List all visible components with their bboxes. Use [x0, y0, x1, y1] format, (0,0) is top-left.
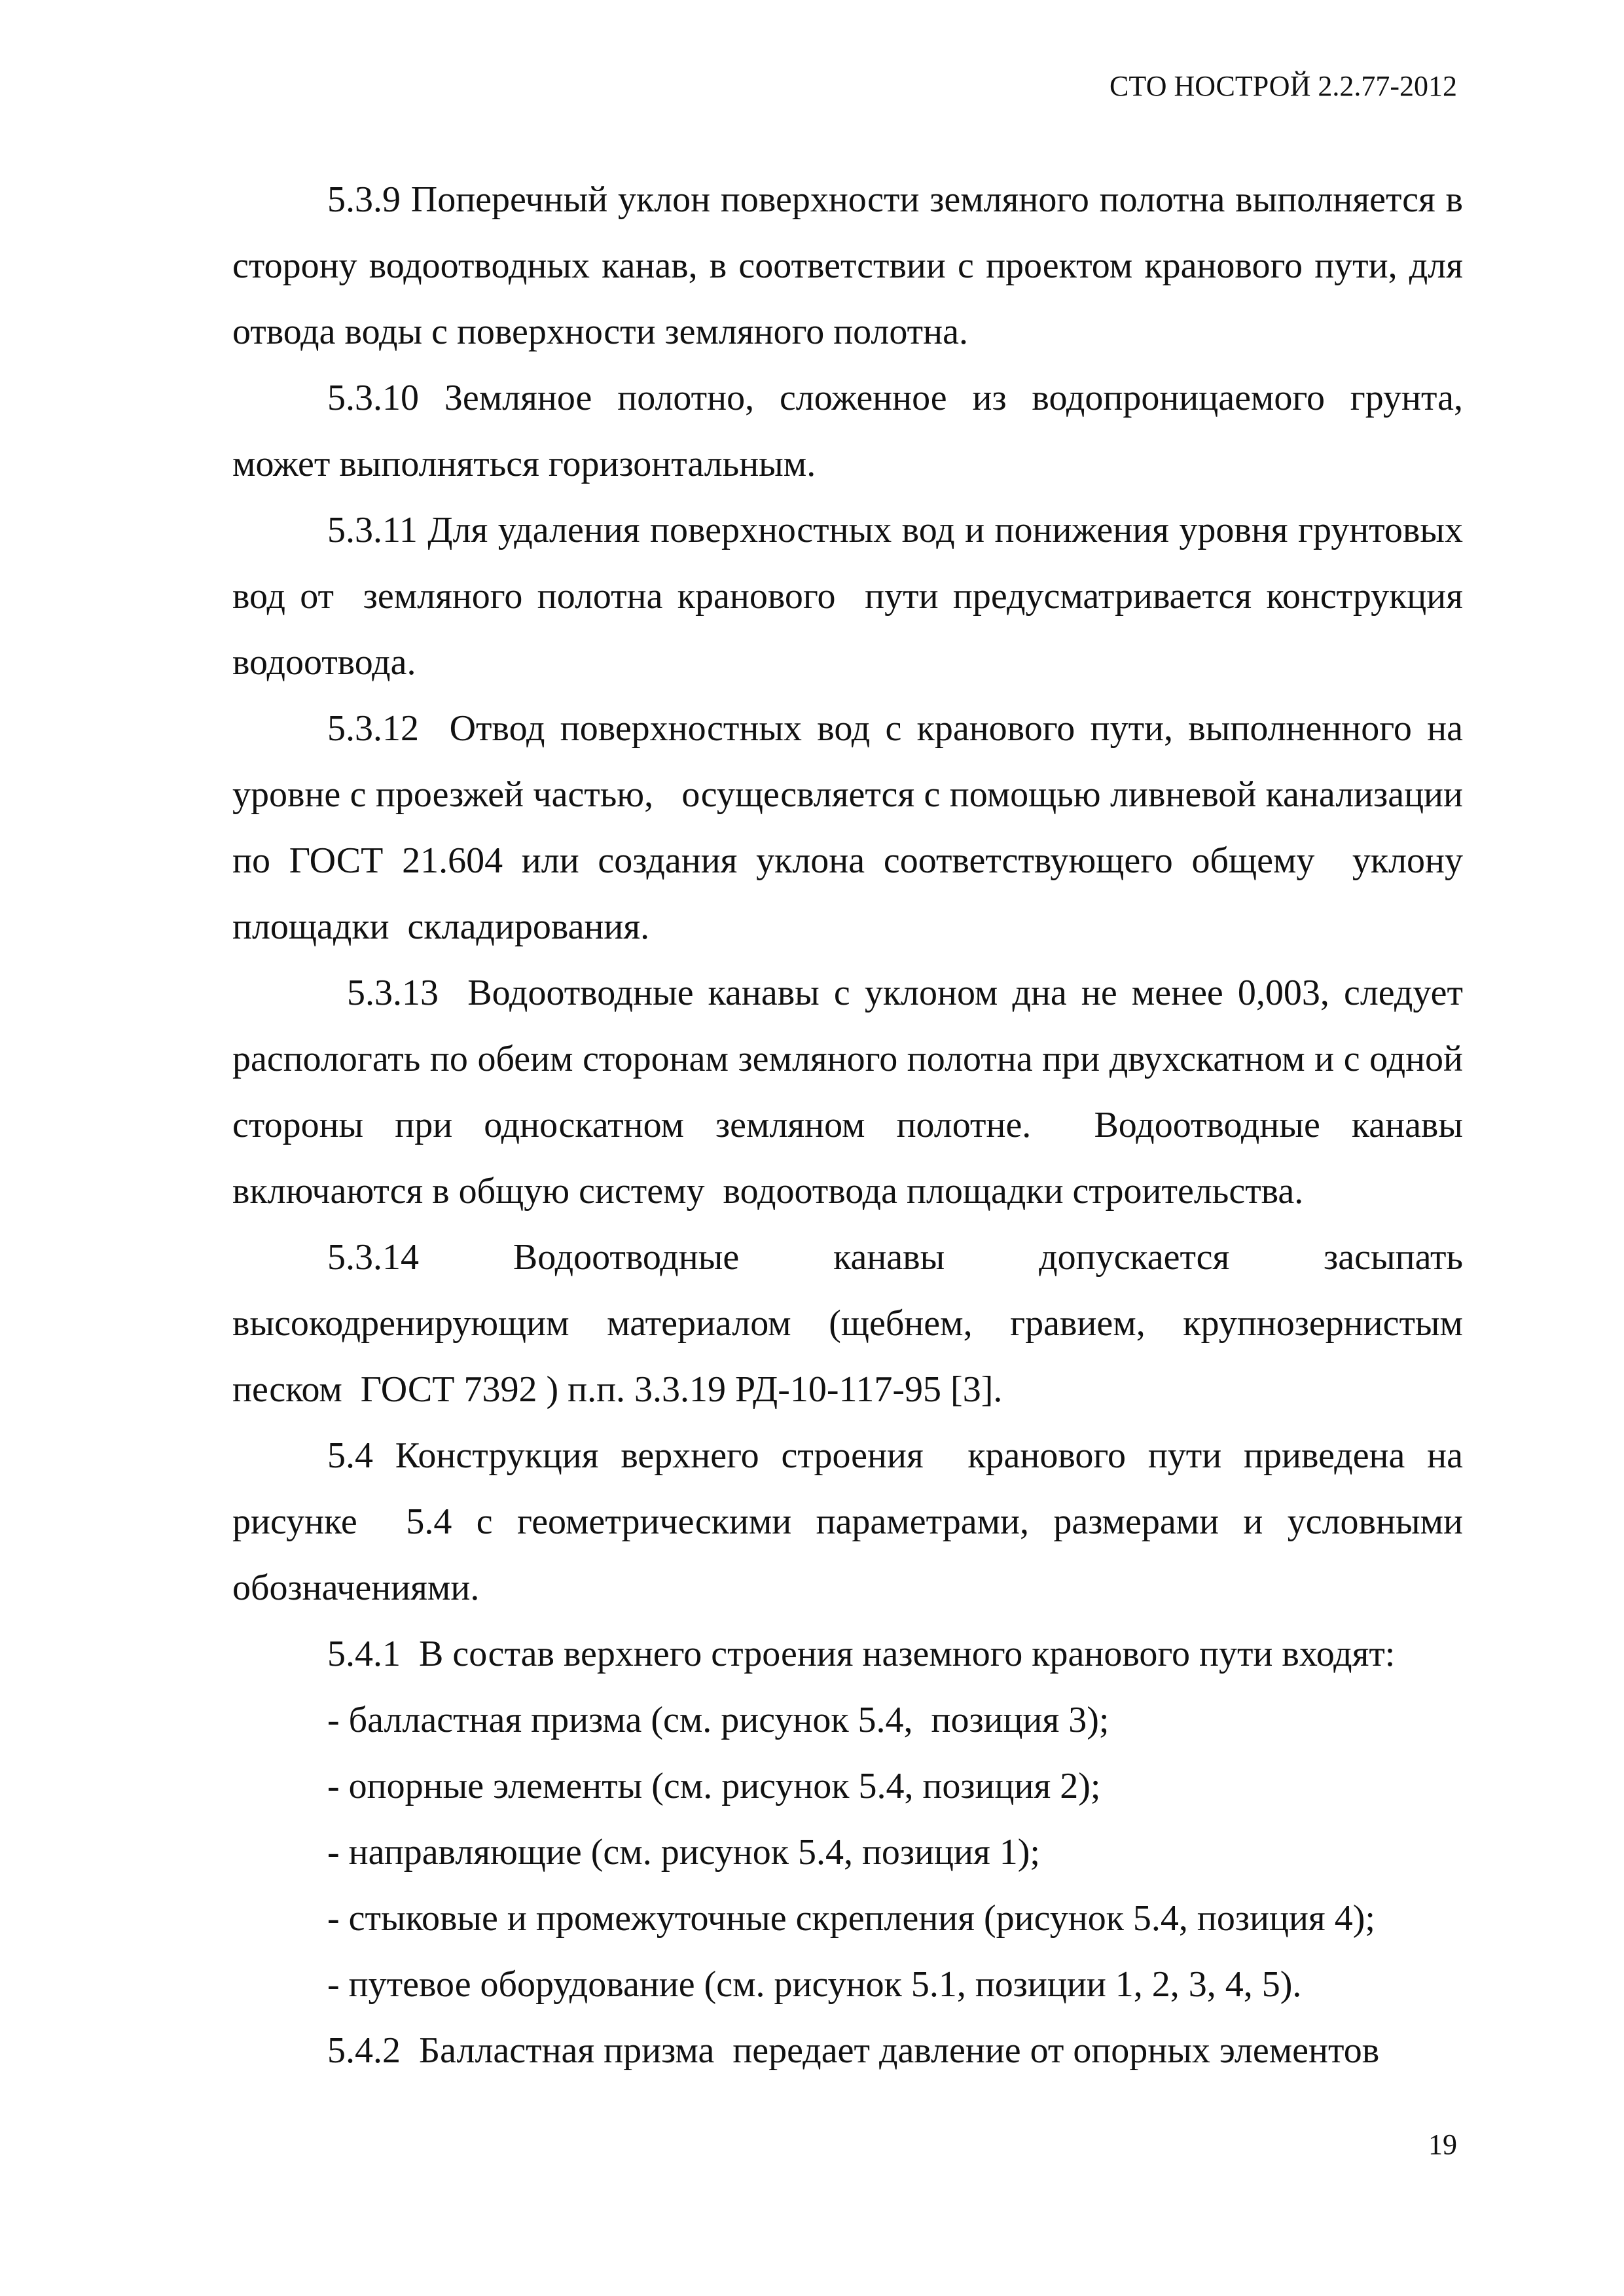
- page-number: 19: [1428, 2128, 1457, 2161]
- paragraph-5-4-1: 5.4.1 В состав верхнего строения наземного кранового пути входят:: [327, 1634, 1396, 1674]
- document-body: [232, 167, 1481, 2084]
- document-code-header: СТО НОСТРОЙ 2.2.77-2012: [1110, 70, 1457, 102]
- list-item: - путевое оборудование (см. рисунок 5.1, позиции 1, 2, 3, 4, 5).: [327, 1964, 1302, 2005]
- list-item: - стыковые и промежуточные скрепления (рисунок 5.4, позиция 4);: [327, 1898, 1375, 1939]
- paragraph-5-3-9: 5.3.9 Поперечный уклон поверхности земляного полотна выполняется в сторону водоотводных канав, в соответствии с проектом кранового пути, для отвода воды с поверхности земляного полотна.: [232, 179, 1472, 352]
- paragraph-5-4-2: 5.4.2 Балластная призма передает давление от опорных элементов: [327, 2030, 1380, 2071]
- paragraph-5-3-11: 5.3.11 Для удаления поверхностных вод и понижения уровня грунтовых вод от земляного полотна кранового пути предусматривается конструкция водоотвода.: [232, 510, 1472, 683]
- list-item: - направляющие (см. рисунок 5.4, позиция 1);: [327, 1832, 1040, 1873]
- paragraph-5-4: 5.4 Конструкция верхнего строения кранового пути приведена на рисунке 5.4 с геометрическими параметрами, размерами и условными обозначениями.: [232, 1435, 1481, 1608]
- list-item: - балластная призма (см. рисунок 5.4, позиция 3);: [327, 1700, 1110, 1740]
- paragraph-5-3-14: 5.3.14 Водоотводные канавы допускается засыпать высокодренирующим материалом (щебнем, гравием, крупнозернистым песком ГОСТ 7392 ) п.п. 3.3.19 РД-10-117-95 [3].: [232, 1237, 1472, 1410]
- paragraph-5-3-10: 5.3.10 Земляное полотно, сложенное из водопроницаемого грунта, может выполняться горизонтальным.: [232, 378, 1472, 484]
- paragraph-5-3-12: 5.3.12 Отвод поверхностных вод с кранового пути, выполненного на уровне с проезжей частью, осущесвляется с помощью ливневой канализации по ГОСТ 21.604 или создания уклона соответствующего общему уклону площадки складирования.: [232, 708, 1472, 947]
- list-5-4-1: [232, 1687, 1463, 2018]
- paragraph-5-3-13: 5.3.13 Водоотводные канавы с уклоном дна не менее 0,003, следует распологать по обеим сторонам земляного полотна при двухскатном и с одной стороны при односкатном земляном полотне. Водоотводные канавы включаются в общую систему водоотвода площадки строительства.: [232, 973, 1472, 1211]
- list-item: - опорные элементы (см. рисунок 5.4, позиция 2);: [327, 1766, 1101, 1806]
